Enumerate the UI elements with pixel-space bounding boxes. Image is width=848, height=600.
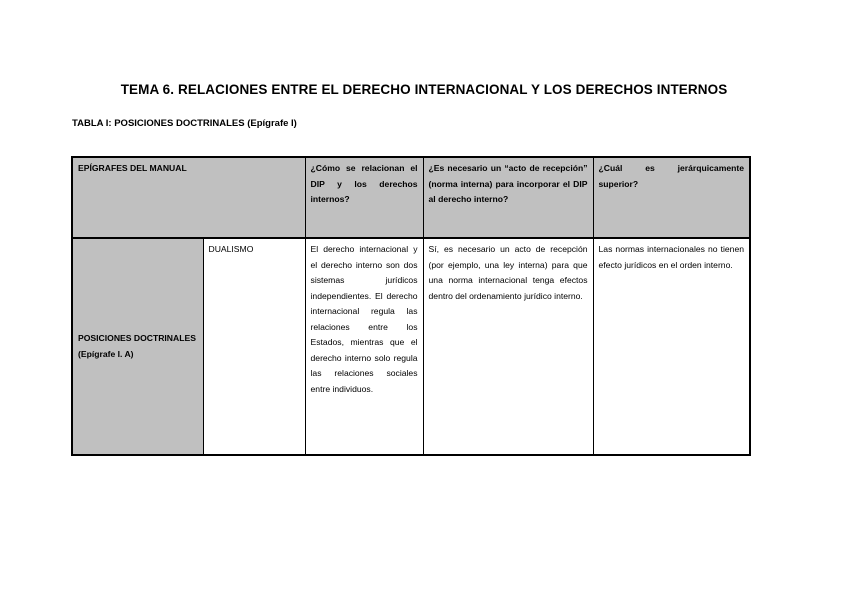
side-label-reference: (Epígrafe I. A) <box>78 348 134 359</box>
answer-relation-cell: El derecho internacional y el derecho interno son dos sistemas jurídicos independientes. El derecho internacional regula las relaciones entre los Estados, mientras que el derecho interno solo regula las relaciones sociales entre individuos. <box>305 238 423 455</box>
header-epigrafes: EPÍGRAFES DEL MANUAL <box>72 157 305 238</box>
answer-reception-cell: Sí, es necesario un acto de recepción (por ejemplo, una ley interna) para que una norma internacional tenga efectos dentro del ordenamiento jurídico interno. <box>423 238 593 455</box>
doctrinal-positions-table <box>71 156 751 456</box>
page-title: TEMA 6. RELACIONES ENTRE EL DERECHO INTERNACIONAL Y LOS DERECHOS INTERNOS <box>120 82 728 97</box>
side-label-cell <box>72 238 203 455</box>
answer-hierarchy-cell: Las normas internacionales no tienen efecto jurídicos en el orden interno. <box>593 238 750 455</box>
table-header-row <box>72 157 750 238</box>
table-caption: TABLA I: POSICIONES DOCTRINALES (Epígrafe I) <box>72 118 297 129</box>
side-label-title: POSICIONES DOCTRINALES <box>78 333 196 343</box>
header-question-hierarchy: ¿Cuál es jerárquicamente superior? <box>593 157 750 238</box>
header-question-reception: ¿Es necesario un “acto de recepción” (norma interna) para incorporar el DIP al derecho interno? <box>423 157 593 238</box>
position-name-cell: DUALISMO <box>203 238 305 455</box>
header-question-relation: ¿Cómo se relacionan el DIP y los derechos internos? <box>305 157 423 238</box>
table-row <box>72 238 750 455</box>
